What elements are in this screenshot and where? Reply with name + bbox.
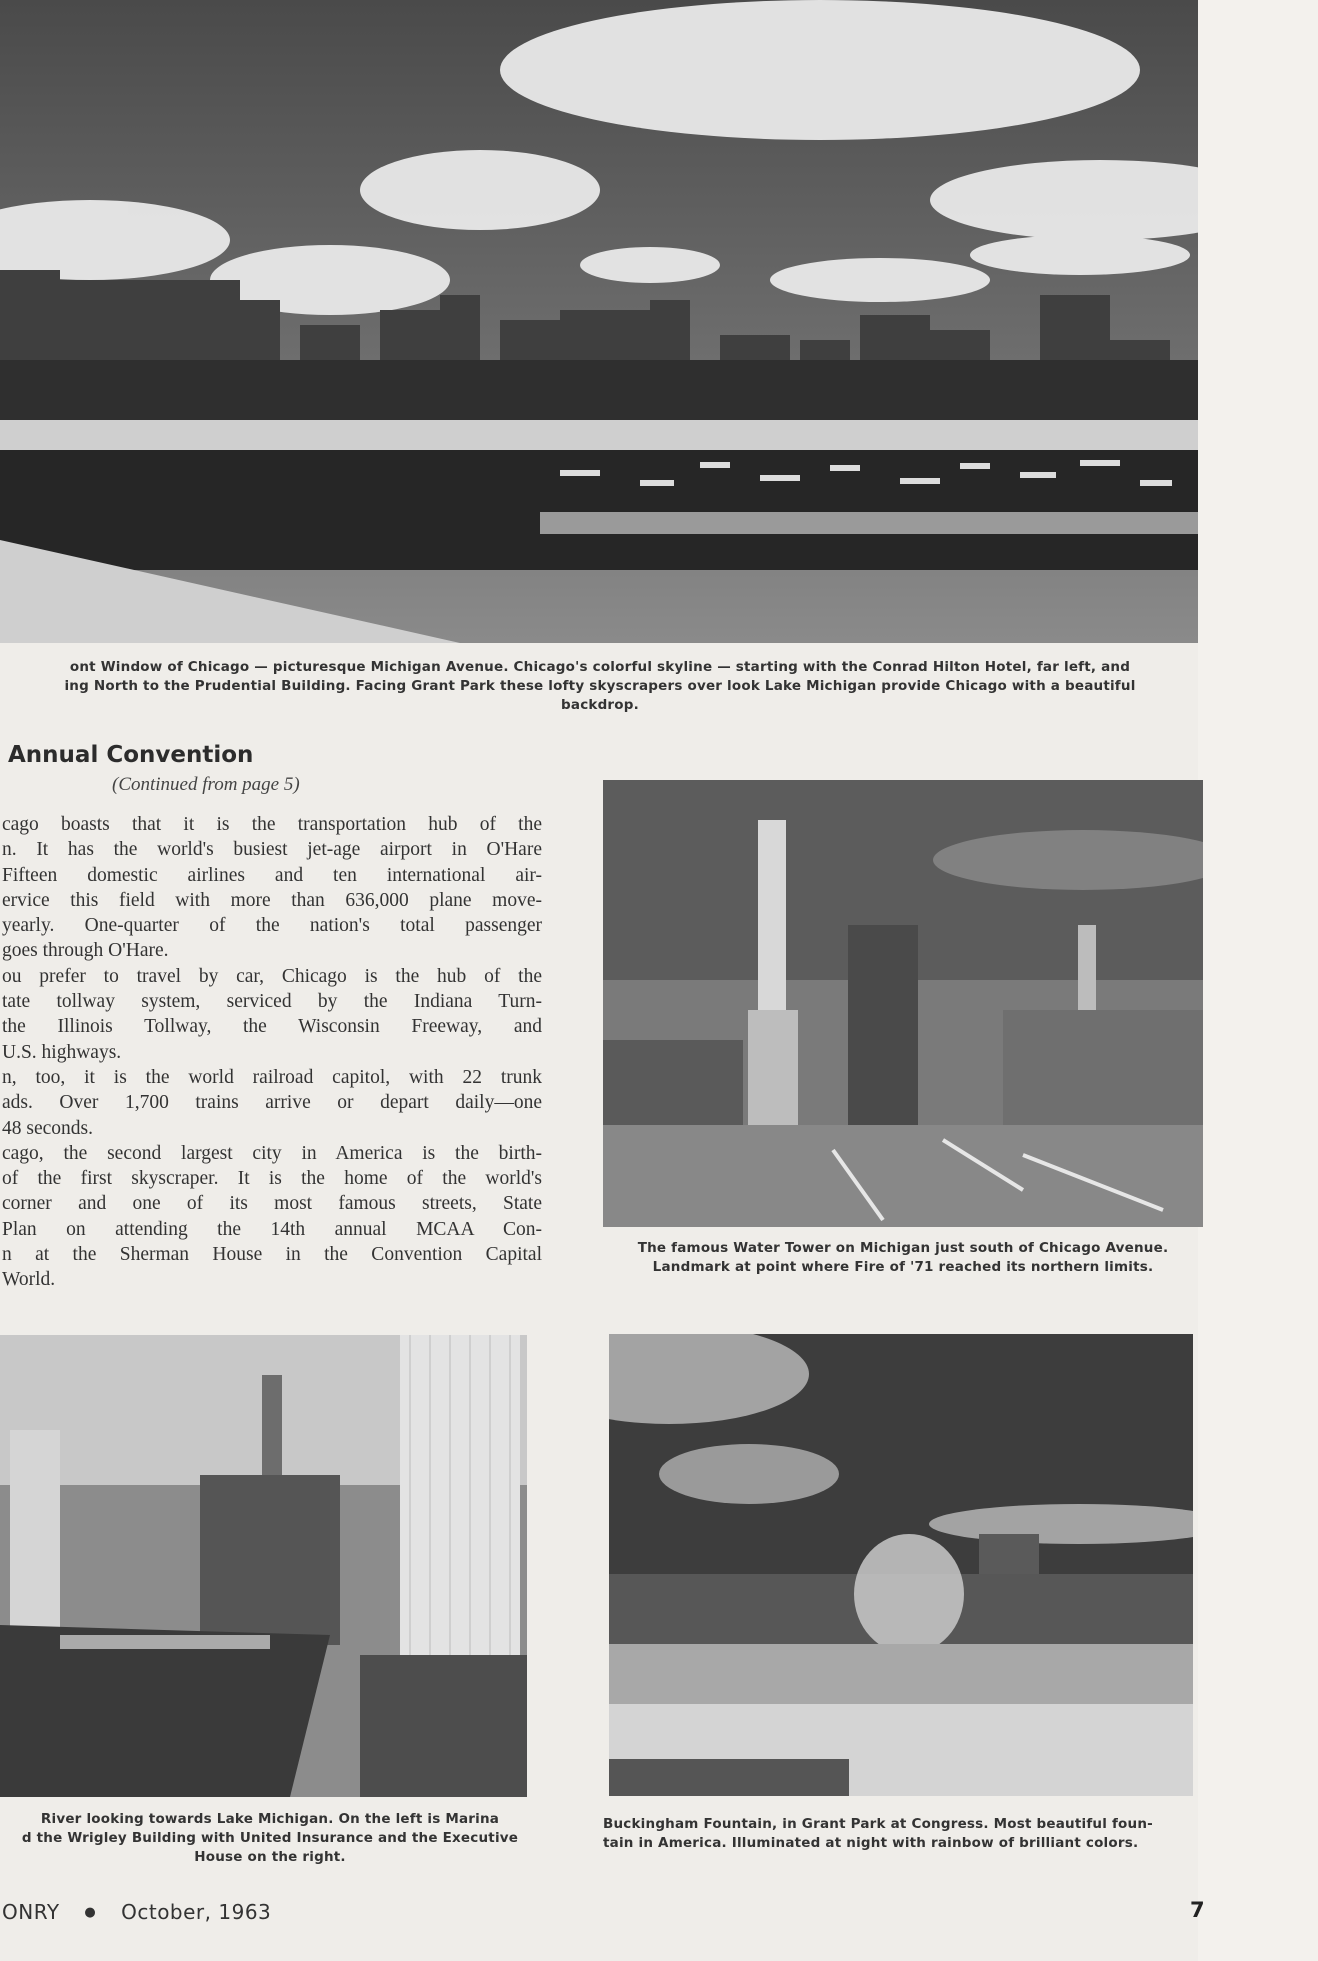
- fountain-caption: Buckingham Fountain, in Grant Park at Congress. Most beautiful foun- tain in America. Illuminated at night with rainbow of brilliant colors.: [603, 1816, 1153, 1851]
- page-number: 7: [1190, 1898, 1205, 1922]
- footer-publication: [2, 1900, 271, 1924]
- article-line: ads. Over 1,700 trains arrive or depart daily—one: [2, 1092, 542, 1114]
- continued-note: (Continued from page 5): [112, 774, 300, 795]
- article-line: 48 seconds.: [2, 1117, 93, 1139]
- issue-date: October, 1963: [121, 1900, 272, 1924]
- article-line: the Illinois Tollway, the Wisconsin Freeway, and: [2, 1016, 542, 1038]
- article-line: n. It has the world's busiest jet-age airport in O'Hare: [2, 839, 542, 861]
- article-body: [2, 812, 542, 1293]
- bullet-icon: ●: [84, 1905, 97, 1920]
- article-line: goes through O'Hare.: [2, 940, 169, 962]
- article-line: ervice this field with more than 636,000 plane move-: [2, 889, 542, 911]
- water-tower-photo: [603, 780, 1203, 1227]
- article-line: cago boasts that it is the transportation hub of the: [2, 814, 542, 835]
- article-line: tate tollway system, serviced by the Indiana Turn-: [2, 991, 542, 1013]
- river-caption: River looking towards Lake Michigan. On the left is Marina d the Wrigley Building with United Insurance and the Executive House on the right.: [21, 1811, 519, 1865]
- article-line: cago, the second largest city in America is the birth-: [2, 1142, 542, 1164]
- page-margin: [1198, 0, 1318, 1961]
- skyline-caption: ont Window of Chicago — picturesque Michigan Avenue. Chicago's colorful skyline — starting with the Conrad Hilton Hotel, far left, and ing North to the Prudential Building. Facing Grant Park these lofty skyscrapers over look Lake Michigan provide Chicago with a beautiful backdrop.: [64, 659, 1136, 713]
- fountain-photo: [609, 1334, 1193, 1796]
- river-photo: [0, 1335, 527, 1797]
- article-line: corner and one of its most famous streets, State: [2, 1193, 542, 1215]
- article-line: World.: [2, 1269, 56, 1291]
- skyline-photo: [0, 0, 1198, 643]
- article-line: ou prefer to travel by car, Chicago is the hub of the: [2, 965, 542, 987]
- article-headline: Annual Convention: [8, 742, 254, 768]
- water-tower-caption: The famous Water Tower on Michigan just south of Chicago Avenue. Landmark at point where Fire of '71 reached its northern limits.: [637, 1240, 1169, 1275]
- article-line: n, too, it is the world railroad capitol, with 22 trunk: [2, 1066, 542, 1088]
- article-line: Plan on attending the 14th annual MCAA Con-: [2, 1218, 542, 1240]
- article-line: n at the Sherman House in the Convention Capital: [2, 1244, 542, 1266]
- publication-name: ONRY: [2, 1900, 60, 1924]
- article-line: U.S. highways.: [2, 1041, 122, 1063]
- article-line: yearly. One-quarter of the nation's total passenger: [2, 915, 542, 937]
- article-line: Fifteen domestic airlines and ten international air-: [2, 864, 542, 886]
- article-line: of the first skyscraper. It is the home of the world's: [2, 1168, 542, 1190]
